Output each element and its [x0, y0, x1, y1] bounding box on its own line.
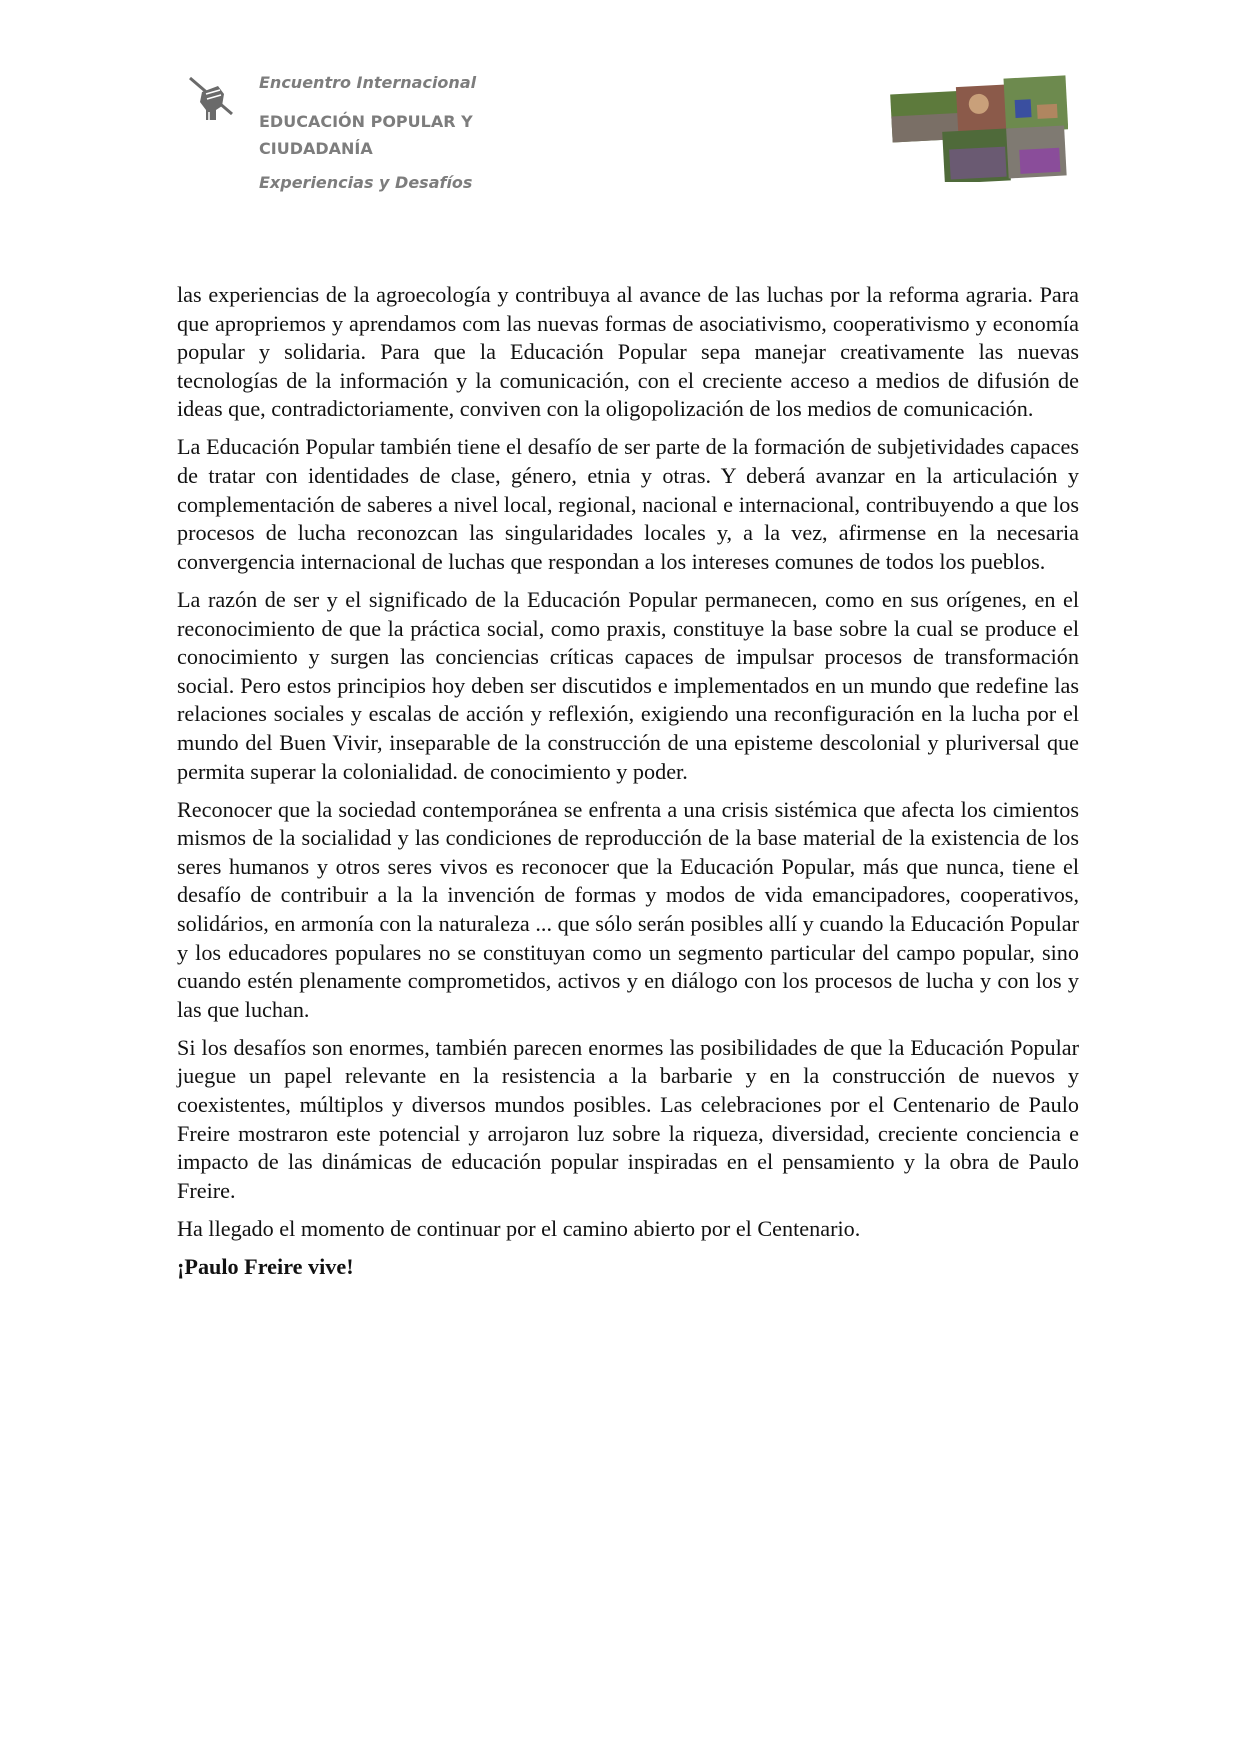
paragraph: La Educación Popular también tiene el desafío de ser parte de la formación de subjetividades capaces de tratar con identidades de clase, género, etnia y otras. Y deberá avanzar en la articulación y complementación de saberes a nivel local, regional, nacional e internacional, contribuyendo a que los procesos de lucha reconozcan las singularidades locales y, a la vez, afirmense en la necesaria convergencia internacional de luchas que respondan a los intereses comunes de todos los pueblos.	[177, 434, 1079, 574]
event-title-line2: CIUDADANÍA	[259, 139, 373, 158]
event-subtitle: Experiencias y Desafíos	[259, 173, 473, 192]
fist-with-pencil-icon	[188, 76, 236, 122]
document-body	[177, 281, 1079, 1291]
event-title-line1: EDUCACIÓN POPULAR Y	[259, 112, 473, 131]
paragraph: Si los desafíos son enormes, también parecen enormes las posibilidades de que la Educación Popular juegue un papel relevante en la resistencia a la barbarie y en la construcción de nuevos y coexistentes, múltiplos y diversos mundos posibles. Las celebraciones por el Centenario de Paulo Freire mostraron este potencial y arrojaron luz sobre la riqueza, diversidad, creciente conciencia e impacto de las dinámicas de educación popular inspiradas en el pensamiento y la obra de Paulo Freire.	[177, 1034, 1079, 1203]
event-line: Encuentro Internacional	[259, 73, 477, 92]
paragraph: Reconocer que la sociedad contemporánea se enfrenta a una crisis sistémica que afecta los cimientos mismos de la socialidad y las condiciones de reproducción de la base material de la existencia de los seres humanos y otros seres vivos es reconocer que la Educación Popular, más que nunca, tiene el desafío de contribuir a la la invención de formas y modos de vida emancipadores, cooperativos, solidários, en armonía con la naturaleza ... que sólo serán posibles allí y cuando la Educación Popular y los educadores populares no se constituyan como un segmento particular del campo popular, sino cuando estén plenamente comprometidos, activos y en diálogo con los procesos de lucha y con los y las que luchan.	[177, 796, 1079, 1022]
event-header	[259, 72, 476, 194]
paragraph: las experiencias de la agroecología y contribuya al avance de las luchas por la reforma agraria. Para que apropriemos y aprendamos com las nuevas formas de asociativismo, cooperativismo y economía popular y solidaria. Para que la Educación Popular sepa manejar creativamente las nuevas tecnologías de la información y la comunicación, con el creciente acceso a medios de difusión de ideas que, contradictoriamente, conviven con la oligopolización de los medios de comunicación.	[177, 282, 1079, 422]
paragraph: La razón de ser y el significado de la Educación Popular permanecen, como en sus orígenes, en el reconocimiento de que la práctica social, como praxis, constituye la base sobre la cual se produce el conocimiento y surgen las conciencias críticas capaces de impulsar procesos de transformación social. Pero estos principios hoy deben ser discutidos e implementados en un mundo que redefine las relaciones sociales y escalas de acción y reflexión, exigiendo una reconfiguración en la lucha por el mundo del Buen Vivir, inseparable de la construcción de una episteme descolonial y pluriversal que permita superar la colonialidad. de conocimiento y poder.	[177, 586, 1079, 784]
paragraph: Ha llegado el momento de continuar por el camino abierto por el Centenario.	[177, 1215, 861, 1241]
closing-line: ¡Paulo Freire vive!	[177, 1254, 354, 1279]
photo-collage	[888, 72, 1068, 182]
